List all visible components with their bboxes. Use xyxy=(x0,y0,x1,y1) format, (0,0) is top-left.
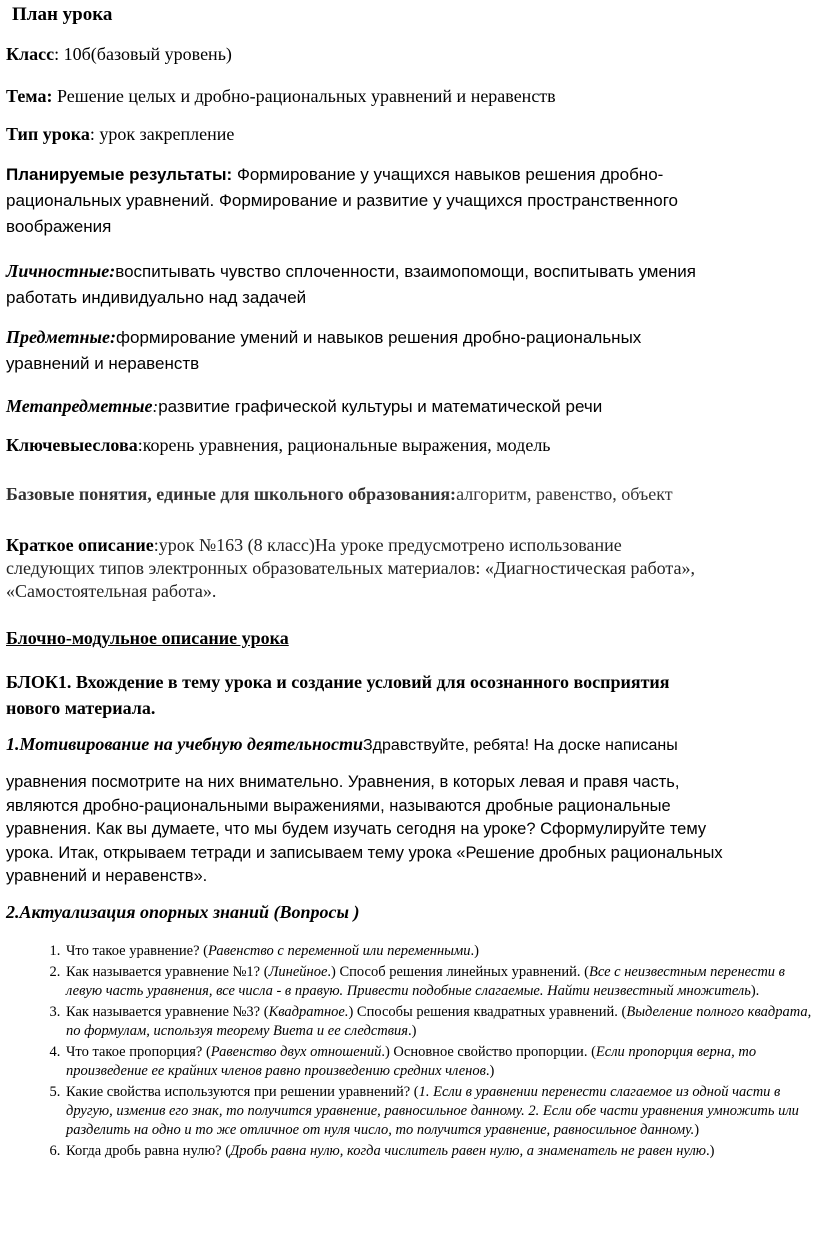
question-tail: .) xyxy=(470,943,479,959)
question-text: ) Способы решения квадратных уравнений. ( xyxy=(348,1004,627,1020)
short-description xyxy=(6,534,806,603)
motivation-text xyxy=(6,771,806,889)
list-item xyxy=(64,1043,812,1081)
motivation-line2: уравнения посмотрите на них внимательно. Уравнения, в которых левая и правя часть, xyxy=(6,773,680,791)
lesson-type-value: : урок закрепление xyxy=(89,124,235,144)
list-item xyxy=(64,942,812,961)
question-text: Что такое уравнение? ( xyxy=(66,943,209,959)
keywords-row xyxy=(6,435,551,456)
answer-text: Если пропорция верна, то произведение ее крайних членов равно произведению средних членов xyxy=(66,1044,757,1079)
metasubject-label: Метапредметные xyxy=(6,396,153,416)
metasubject-results xyxy=(6,396,602,417)
motivation-line1: Здравствуйте, ребята! На доске написаны xyxy=(362,737,678,754)
lesson-type-label: Тип урока xyxy=(6,124,90,144)
metasubject-value: развитие графической культуры и математической речи xyxy=(158,397,603,416)
answer-text: Все с неизвестным перенести в левую часть уравнения, все числа - в правую. Привести подобные слагаемые. Найти неизвестный множитель xyxy=(66,964,785,999)
question-tail: .) xyxy=(408,1023,417,1039)
lesson-type-row xyxy=(6,124,234,145)
motivation-line6: уравнений и неравенств». xyxy=(6,867,208,886)
answer-text: 1. Если в уравнении перенести слагаемое из одной части в другую, изменив его знак, то получится уравнение, равносильное данному. 2. Если обе части уравнения умножить или разделить на одно и то же отличное от нуля число, то получится уравнение, равносильное данному. xyxy=(66,1084,799,1138)
question-text: Как называется уравнение №1? ( xyxy=(66,964,269,980)
answer-text: Дробь равна нулю, когда числитель равен нулю, а знаменатель не равен нулю xyxy=(230,1143,706,1159)
actualization-heading: 2.Актуализация опорных знаний (Вопросы ) xyxy=(6,902,360,922)
question-text: Что такое пропорция? ( xyxy=(66,1044,211,1060)
subject-line1: формирование умений и навыков решения дробно-рациональных xyxy=(116,328,642,347)
subject-line2: уравнений и неравенств xyxy=(6,354,200,373)
metasubject-colon: : xyxy=(152,397,159,416)
block-description-heading: Блочно-модульное описание урока xyxy=(6,628,289,648)
motivation-line5: урока. Итак, открываем тетради и записываем тему урока «Решение дробных рациональных xyxy=(6,843,723,862)
motivation-heading: 1.Мотивирование на учебную деятельности xyxy=(6,734,363,754)
question-text: Когда дробь равна нулю? ( xyxy=(66,1143,231,1159)
answer-text: Равенство двух отношений xyxy=(210,1044,382,1060)
questions-list xyxy=(0,942,812,1163)
planned-results-label: Планируемые результаты: xyxy=(6,165,233,184)
planned-results xyxy=(6,162,806,240)
list-item xyxy=(64,963,812,1001)
block1-line2: нового материала. xyxy=(6,698,156,718)
planned-results-line1: Формирование у учащихся навыков решения дробно- xyxy=(232,165,664,184)
block1-heading xyxy=(6,669,806,721)
personal-label: Личностные: xyxy=(6,261,116,281)
personal-results xyxy=(6,258,806,311)
motivation-heading-row xyxy=(6,734,678,755)
answer-text: Квадратное. xyxy=(268,1004,349,1020)
topic-value: Решение целых и дробно-рациональных уравнений и неравенств xyxy=(52,86,556,106)
answer-text: Равенство с переменной или переменными xyxy=(208,943,471,959)
subject-results xyxy=(6,324,806,377)
question-text: .) Способ решения линейных уравнений. ( xyxy=(327,964,589,980)
topic-row xyxy=(6,86,556,107)
basic-concepts-row xyxy=(6,484,673,505)
short-description-line2: следующих типов электронных образовательных материалов: «Диагностическая работа», xyxy=(6,558,695,578)
motivation-line3: являются дробно-рациональными выражениями, называются дробные рациональные xyxy=(6,796,671,815)
planned-results-line3: воображения xyxy=(6,217,112,236)
answer-text: Линейное xyxy=(268,964,328,980)
short-description-line1: :урок №163 (8 класс)На уроке предусмотрено использование xyxy=(153,535,622,555)
question-tail: .) xyxy=(705,1143,715,1159)
page-title: План урока xyxy=(12,4,113,25)
keywords-label: Ключевыеслова xyxy=(6,435,138,455)
topic-label: Тема: xyxy=(6,86,53,106)
subject-label: Предметные: xyxy=(6,327,117,347)
class-row xyxy=(6,44,232,65)
basic-concepts-value: алгоритм, равенство, объект xyxy=(456,484,673,504)
basic-concepts-label: Базовые понятия, единые для школьного образования: xyxy=(6,484,457,504)
answer-text: Выделение полного квадрата, по формулам, используя теорему Виета и ее следствия xyxy=(66,1004,812,1039)
class-value: : 10б(базовый уровень) xyxy=(54,44,232,64)
block1-line1: БЛОК1. Вхождение в тему урока и создание условий для осознанного восприятия xyxy=(6,672,670,692)
list-item xyxy=(64,1083,812,1140)
personal-line1: воспитывать чувство сплоченности, взаимопомощи, воспитывать умения xyxy=(115,262,697,281)
question-tail: ) xyxy=(694,1122,700,1138)
question-tail: ). xyxy=(750,983,760,999)
short-description-line3: «Самостоятельная работа». xyxy=(6,581,217,601)
planned-results-line2: рациональных уравнений. Формирование и развитие у учащихся пространственного xyxy=(6,191,679,210)
question-tail: .) xyxy=(485,1063,495,1079)
question-text: Какие свойства используются при решении уравнений? ( xyxy=(66,1084,419,1100)
list-item xyxy=(64,1003,812,1041)
list-item xyxy=(64,1142,812,1161)
personal-line2: работать индивидуально над задачей xyxy=(6,288,307,307)
short-description-label: Краткое описание xyxy=(6,535,154,555)
class-label: Класс xyxy=(6,44,55,64)
keywords-value: :корень уравнения, рациональные выражения, модель xyxy=(137,435,551,455)
question-text: Как называется уравнение №3? ( xyxy=(66,1004,269,1020)
question-text: .) Основное свойство пропорции. ( xyxy=(381,1044,596,1060)
motivation-line4: уравнения. Как вы думаете, что мы будем изучать сегодня на уроке? Сформулируйте тему xyxy=(6,820,707,839)
